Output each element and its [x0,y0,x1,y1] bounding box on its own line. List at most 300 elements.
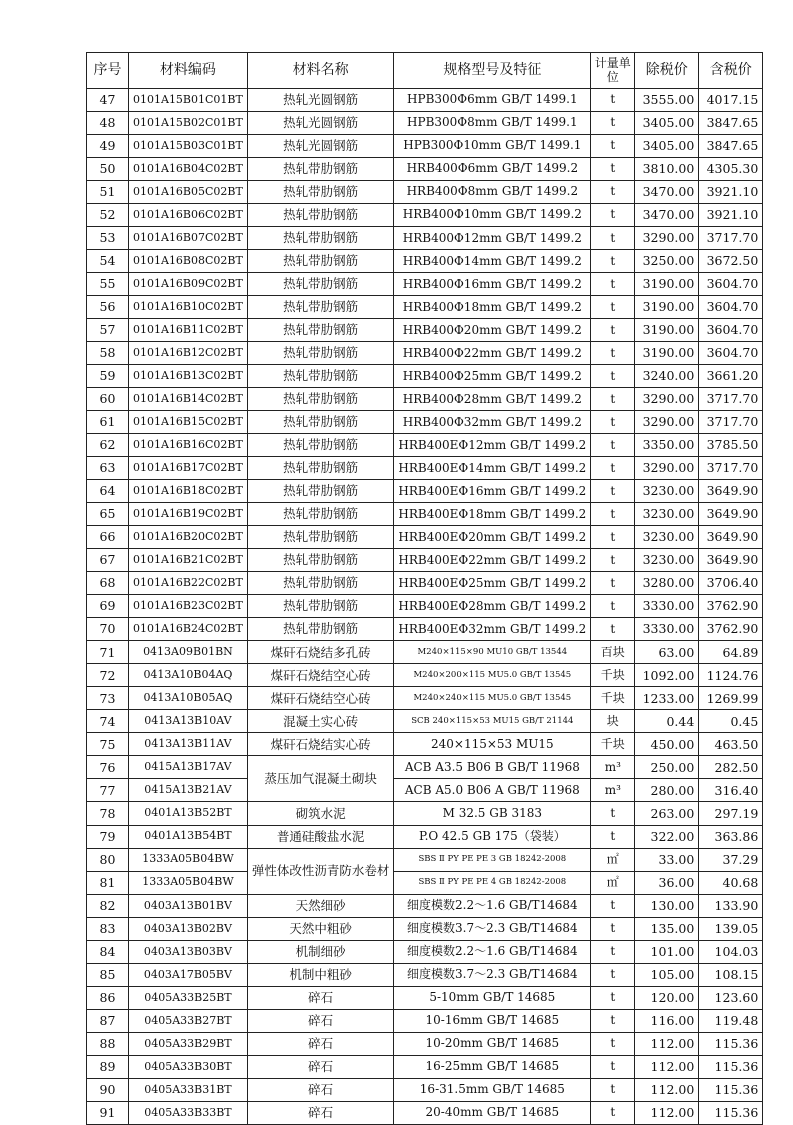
cell-price-in-tax: 3762.90 [699,595,763,618]
cell-price-ex-tax: 1233.00 [635,687,699,710]
cell-name: 碎石 [247,986,394,1009]
cell-code: 0405A33B30BT [129,1055,248,1078]
cell-unit: t [591,89,635,112]
cell-name: 热轧带肋钢筋 [247,204,394,227]
cell-unit: 千块 [591,664,635,687]
cell-code: 0415A13B17AV [129,756,248,779]
cell-price-ex-tax: 450.00 [635,733,699,756]
cell-name: 普通硅酸盐水泥 [247,825,394,848]
cell-price-ex-tax: 1092.00 [635,664,699,687]
cell-unit: t [591,204,635,227]
cell-code: 0405A33B31BT [129,1078,248,1101]
cell-seq: 52 [87,204,129,227]
cell-code: 0415A13B21AV [129,779,248,802]
cell-price-ex-tax: 116.00 [635,1009,699,1032]
cell-price-ex-tax: 3290.00 [635,457,699,480]
cell-name: 热轧带肋钢筋 [247,618,394,641]
cell-code: 0413A13B10AV [129,710,248,733]
cell-spec: 细度模数2.2～1.6 GB/T14684 [394,894,591,917]
table-row [87,1032,763,1055]
cell-price-in-tax: 133.90 [699,894,763,917]
cell-code: 0101A16B11C02BT [129,319,248,342]
cell-code: 0101A16B19C02BT [129,503,248,526]
cell-unit: ㎡ [591,871,635,894]
cell-unit: 块 [591,710,635,733]
cell-name: 热轧带肋钢筋 [247,227,394,250]
cell-price-ex-tax: 3330.00 [635,595,699,618]
cell-seq: 61 [87,411,129,434]
cell-price-in-tax: 115.36 [699,1078,763,1101]
table-row [87,1055,763,1078]
cell-unit: t [591,1032,635,1055]
cell-price-ex-tax: 3230.00 [635,526,699,549]
cell-spec: HRB400EΦ14mm GB/T 1499.2 [394,457,591,480]
cell-unit: 千块 [591,687,635,710]
cell-price-ex-tax: 3405.00 [635,112,699,135]
cell-seq: 59 [87,365,129,388]
cell-price-ex-tax: 3240.00 [635,365,699,388]
cell-code: 0101A16B23C02BT [129,595,248,618]
cell-name: 碎石 [247,1078,394,1101]
cell-price-in-tax: 40.68 [699,871,763,894]
cell-price-in-tax: 104.03 [699,940,763,963]
cell-spec: HRB400Φ20mm GB/T 1499.2 [394,319,591,342]
cell-name: 热轧带肋钢筋 [247,595,394,618]
table-row [87,434,763,457]
cell-price-in-tax: 3706.40 [699,572,763,595]
cell-price-ex-tax: 33.00 [635,848,699,871]
cell-name: 热轧带肋钢筋 [247,342,394,365]
table-row [87,112,763,135]
cell-price-ex-tax: 3230.00 [635,549,699,572]
cell-seq: 89 [87,1055,129,1078]
cell-name: 热轧带肋钢筋 [247,296,394,319]
header-spec: 规格型号及特征 [394,53,591,89]
cell-spec: 10-20mm GB/T 14685 [394,1032,591,1055]
cell-spec: HRB400Φ22mm GB/T 1499.2 [394,342,591,365]
cell-code: 0401A13B52BT [129,802,248,825]
cell-price-ex-tax: 112.00 [635,1101,699,1124]
cell-seq: 63 [87,457,129,480]
cell-price-ex-tax: 263.00 [635,802,699,825]
cell-seq: 74 [87,710,129,733]
header-row [87,53,763,89]
cell-price-ex-tax: 105.00 [635,963,699,986]
cell-price-in-tax: 282.50 [699,756,763,779]
cell-name: 天然中粗砂 [247,917,394,940]
cell-name: 热轧带肋钢筋 [247,273,394,296]
cell-spec: HRB400Φ14mm GB/T 1499.2 [394,250,591,273]
cell-spec: ACB A3.5 B06 B GB/T 11968 [394,756,591,779]
cell-spec: SCB 240×115×53 MU15 GB/T 21144 [394,710,591,733]
cell-price-ex-tax: 280.00 [635,779,699,802]
cell-unit: t [591,273,635,296]
cell-code: 0101A16B12C02BT [129,342,248,365]
cell-spec: 16-31.5mm GB/T 14685 [394,1078,591,1101]
cell-price-ex-tax: 3290.00 [635,388,699,411]
table-row [87,342,763,365]
cell-price-ex-tax: 63.00 [635,641,699,664]
cell-spec: 5-10mm GB/T 14685 [394,986,591,1009]
table-row [87,319,763,342]
table-row [87,181,763,204]
cell-code: 0101A16B20C02BT [129,526,248,549]
cell-price-in-tax: 3604.70 [699,296,763,319]
cell-name: 热轧带肋钢筋 [247,572,394,595]
cell-spec: M240×200×115 MU5.0 GB/T 13545 [394,664,591,687]
cell-price-in-tax: 4017.15 [699,89,763,112]
table-row [87,388,763,411]
cell-price-ex-tax: 3350.00 [635,434,699,457]
cell-seq: 68 [87,572,129,595]
cell-price-in-tax: 463.50 [699,733,763,756]
cell-spec: HRB400EΦ32mm GB/T 1499.2 [394,618,591,641]
cell-unit: m³ [591,756,635,779]
table-row [87,825,763,848]
cell-spec: HRB400EΦ16mm GB/T 1499.2 [394,480,591,503]
cell-price-ex-tax: 101.00 [635,940,699,963]
cell-seq: 81 [87,871,129,894]
cell-name: 热轧带肋钢筋 [247,365,394,388]
cell-name: 热轧光圆钢筋 [247,112,394,135]
material-price-table [86,52,763,1125]
cell-seq: 76 [87,756,129,779]
cell-unit: t [591,1009,635,1032]
cell-code: 0101A16B18C02BT [129,480,248,503]
table-row [87,526,763,549]
cell-name: 混凝土实心砖 [247,710,394,733]
cell-price-in-tax: 3604.70 [699,319,763,342]
cell-price-ex-tax: 3190.00 [635,342,699,365]
cell-price-in-tax: 363.86 [699,825,763,848]
cell-price-in-tax: 297.19 [699,802,763,825]
cell-spec: HRB400Φ12mm GB/T 1499.2 [394,227,591,250]
cell-price-in-tax: 115.36 [699,1055,763,1078]
table-row [87,687,763,710]
cell-price-in-tax: 64.89 [699,641,763,664]
cell-seq: 50 [87,158,129,181]
cell-unit: t [591,825,635,848]
cell-price-ex-tax: 250.00 [635,756,699,779]
cell-code: 0101A15B03C01BT [129,135,248,158]
cell-price-ex-tax: 3190.00 [635,296,699,319]
cell-price-in-tax: 115.36 [699,1032,763,1055]
cell-price-in-tax: 139.05 [699,917,763,940]
cell-name: 热轧带肋钢筋 [247,457,394,480]
cell-code: 0403A13B01BV [129,894,248,917]
cell-unit: m³ [591,779,635,802]
cell-price-in-tax: 3649.90 [699,503,763,526]
cell-price-in-tax: 3717.70 [699,227,763,250]
cell-seq: 58 [87,342,129,365]
cell-spec: HRB400Φ25mm GB/T 1499.2 [394,365,591,388]
cell-seq: 57 [87,319,129,342]
cell-code: 0413A13B11AV [129,733,248,756]
cell-price-ex-tax: 3405.00 [635,135,699,158]
cell-name: 碎石 [247,1009,394,1032]
cell-code: 0101A16B16C02BT [129,434,248,457]
cell-name: 煤矸石烧结实心砖 [247,733,394,756]
cell-unit: t [591,434,635,457]
cell-seq: 85 [87,963,129,986]
table-row [87,457,763,480]
table-row [87,1078,763,1101]
cell-unit: t [591,917,635,940]
cell-price-ex-tax: 322.00 [635,825,699,848]
cell-seq: 84 [87,940,129,963]
cell-code: 0101A15B02C01BT [129,112,248,135]
cell-spec: ACB A5.0 B06 A GB/T 11968 [394,779,591,802]
table-row [87,986,763,1009]
cell-unit: t [591,894,635,917]
table-row [87,595,763,618]
cell-name: 热轧带肋钢筋 [247,158,394,181]
cell-code: 0101A16B14C02BT [129,388,248,411]
cell-seq: 75 [87,733,129,756]
cell-unit: t [591,503,635,526]
cell-price-in-tax: 123.60 [699,986,763,1009]
cell-unit: t [591,250,635,273]
cell-spec: M240×115×90 MU10 GB/T 13544 [394,641,591,664]
cell-spec: HRB400Φ16mm GB/T 1499.2 [394,273,591,296]
cell-seq: 49 [87,135,129,158]
cell-code: 0101A16B17C02BT [129,457,248,480]
table-row [87,733,763,756]
cell-spec: HRB400Φ32mm GB/T 1499.2 [394,411,591,434]
cell-unit: t [591,457,635,480]
cell-name: 蒸压加气混凝土砌块 [247,756,394,802]
cell-spec: 10-16mm GB/T 14685 [394,1009,591,1032]
cell-unit: t [591,158,635,181]
cell-name: 砌筑水泥 [247,802,394,825]
cell-name: 热轧带肋钢筋 [247,181,394,204]
cell-code: 0101A16B05C02BT [129,181,248,204]
cell-seq: 71 [87,641,129,664]
cell-seq: 65 [87,503,129,526]
header-code: 材料编码 [129,53,248,89]
table-row [87,641,763,664]
header-price-in-tax: 含税价 [699,53,763,89]
cell-price-in-tax: 3717.70 [699,411,763,434]
cell-spec: HRB400Φ10mm GB/T 1499.2 [394,204,591,227]
cell-price-in-tax: 3762.90 [699,618,763,641]
cell-unit: t [591,802,635,825]
cell-price-ex-tax: 3555.00 [635,89,699,112]
cell-unit: t [591,227,635,250]
cell-price-ex-tax: 3330.00 [635,618,699,641]
cell-code: 0101A16B21C02BT [129,549,248,572]
table-row [87,411,763,434]
table-row [87,664,763,687]
cell-seq: 82 [87,894,129,917]
cell-seq: 88 [87,1032,129,1055]
cell-spec: HPB300Φ8mm GB/T 1499.1 [394,112,591,135]
cell-price-ex-tax: 112.00 [635,1032,699,1055]
cell-price-in-tax: 3604.70 [699,273,763,296]
cell-code: 0405A33B27BT [129,1009,248,1032]
cell-spec: HRB400EΦ25mm GB/T 1499.2 [394,572,591,595]
table-row [87,480,763,503]
cell-unit: t [591,296,635,319]
cell-seq: 53 [87,227,129,250]
cell-spec: HPB300Φ6mm GB/T 1499.1 [394,89,591,112]
cell-seq: 80 [87,848,129,871]
cell-unit: 百块 [591,641,635,664]
cell-code: 0405A33B29BT [129,1032,248,1055]
cell-price-ex-tax: 3290.00 [635,411,699,434]
cell-name: 天然细砂 [247,894,394,917]
cell-price-in-tax: 3672.50 [699,250,763,273]
cell-unit: t [591,411,635,434]
cell-price-in-tax: 3921.10 [699,204,763,227]
cell-code: 0101A16B24C02BT [129,618,248,641]
table-row [87,779,763,802]
cell-spec: M 32.5 GB 3183 [394,802,591,825]
cell-name: 弹性体改性沥青防水卷材 [247,848,394,894]
cell-seq: 48 [87,112,129,135]
cell-price-in-tax: 316.40 [699,779,763,802]
cell-spec: 细度模数3.7～2.3 GB/T14684 [394,963,591,986]
cell-price-ex-tax: 130.00 [635,894,699,917]
cell-spec: 20-40mm GB/T 14685 [394,1101,591,1124]
cell-seq: 64 [87,480,129,503]
table-row [87,158,763,181]
cell-seq: 51 [87,181,129,204]
cell-seq: 67 [87,549,129,572]
cell-unit: t [591,319,635,342]
cell-spec: P.O 42.5 GB 175（袋装） [394,825,591,848]
cell-price-in-tax: 3921.10 [699,181,763,204]
cell-price-in-tax: 3847.65 [699,112,763,135]
cell-seq: 72 [87,664,129,687]
cell-code: 0403A13B03BV [129,940,248,963]
cell-spec: HRB400EΦ18mm GB/T 1499.2 [394,503,591,526]
table-row [87,296,763,319]
cell-seq: 90 [87,1078,129,1101]
cell-price-ex-tax: 3190.00 [635,273,699,296]
cell-name: 碎石 [247,1101,394,1124]
cell-price-in-tax: 37.29 [699,848,763,871]
table-row [87,756,763,779]
table-row [87,894,763,917]
cell-name: 热轧带肋钢筋 [247,526,394,549]
cell-unit: t [591,986,635,1009]
cell-price-ex-tax: 135.00 [635,917,699,940]
cell-name: 煤矸石烧结空心砖 [247,664,394,687]
cell-price-ex-tax: 3470.00 [635,181,699,204]
cell-seq: 86 [87,986,129,1009]
cell-seq: 47 [87,89,129,112]
table-row [87,503,763,526]
cell-price-in-tax: 108.15 [699,963,763,986]
cell-seq: 91 [87,1101,129,1124]
cell-code: 0413A10B04AQ [129,664,248,687]
cell-code: 0401A13B54BT [129,825,248,848]
cell-price-ex-tax: 120.00 [635,986,699,1009]
table-row [87,1009,763,1032]
cell-unit: t [591,480,635,503]
cell-code: 1333A05B04BW [129,871,248,894]
cell-name: 热轧带肋钢筋 [247,503,394,526]
table-row [87,917,763,940]
cell-name: 热轧光圆钢筋 [247,135,394,158]
cell-price-in-tax: 119.48 [699,1009,763,1032]
table-row [87,204,763,227]
cell-name: 煤矸石烧结空心砖 [247,687,394,710]
cell-seq: 66 [87,526,129,549]
cell-spec: HPB300Φ10mm GB/T 1499.1 [394,135,591,158]
cell-seq: 62 [87,434,129,457]
cell-code: 0101A16B08C02BT [129,250,248,273]
cell-price-ex-tax: 3190.00 [635,319,699,342]
cell-price-ex-tax: 3250.00 [635,250,699,273]
cell-price-ex-tax: 3290.00 [635,227,699,250]
cell-code: 0101A16B06C02BT [129,204,248,227]
cell-code: 0403A17B05BV [129,963,248,986]
table-row [87,273,763,296]
cell-price-ex-tax: 3470.00 [635,204,699,227]
table-row [87,250,763,273]
header-price-ex-tax: 除税价 [635,53,699,89]
cell-spec: HRB400Φ28mm GB/T 1499.2 [394,388,591,411]
cell-spec: SBS Ⅱ PY PE PE 3 GB 18242-2008 [394,848,591,871]
cell-unit: t [591,181,635,204]
cell-name: 热轧带肋钢筋 [247,319,394,342]
cell-name: 热轧带肋钢筋 [247,411,394,434]
cell-name: 热轧带肋钢筋 [247,388,394,411]
cell-spec: HRB400EΦ12mm GB/T 1499.2 [394,434,591,457]
cell-name: 碎石 [247,1032,394,1055]
cell-price-in-tax: 3847.65 [699,135,763,158]
cell-name: 热轧带肋钢筋 [247,434,394,457]
cell-spec: HRB400Φ6mm GB/T 1499.2 [394,158,591,181]
table-row [87,710,763,733]
cell-seq: 78 [87,802,129,825]
cell-code: 0101A16B09C02BT [129,273,248,296]
cell-code: 0101A16B10C02BT [129,296,248,319]
cell-code: 0413A09B01BN [129,641,248,664]
cell-spec: SBS Ⅱ PY PE PE 4 GB 18242-2008 [394,871,591,894]
cell-unit: t [591,388,635,411]
cell-seq: 60 [87,388,129,411]
cell-spec: 细度模数2.2～1.6 GB/T14684 [394,940,591,963]
table-row [87,940,763,963]
cell-price-in-tax: 3661.20 [699,365,763,388]
cell-unit: t [591,1101,635,1124]
cell-unit: t [591,549,635,572]
cell-seq: 69 [87,595,129,618]
cell-price-in-tax: 0.45 [699,710,763,733]
cell-seq: 56 [87,296,129,319]
cell-code: 0101A16B07C02BT [129,227,248,250]
cell-seq: 73 [87,687,129,710]
cell-code: 0101A16B22C02BT [129,572,248,595]
table-row [87,549,763,572]
cell-spec: 16-25mm GB/T 14685 [394,1055,591,1078]
table-row [87,227,763,250]
cell-spec: HRB400EΦ22mm GB/T 1499.2 [394,549,591,572]
cell-unit: t [591,1078,635,1101]
cell-unit: t [591,135,635,158]
table-row [87,802,763,825]
cell-seq: 77 [87,779,129,802]
cell-seq: 83 [87,917,129,940]
table-body [87,89,763,1125]
cell-code: 0403A13B02BV [129,917,248,940]
cell-unit: t [591,526,635,549]
header-seq: 序号 [87,53,129,89]
cell-price-ex-tax: 112.00 [635,1078,699,1101]
